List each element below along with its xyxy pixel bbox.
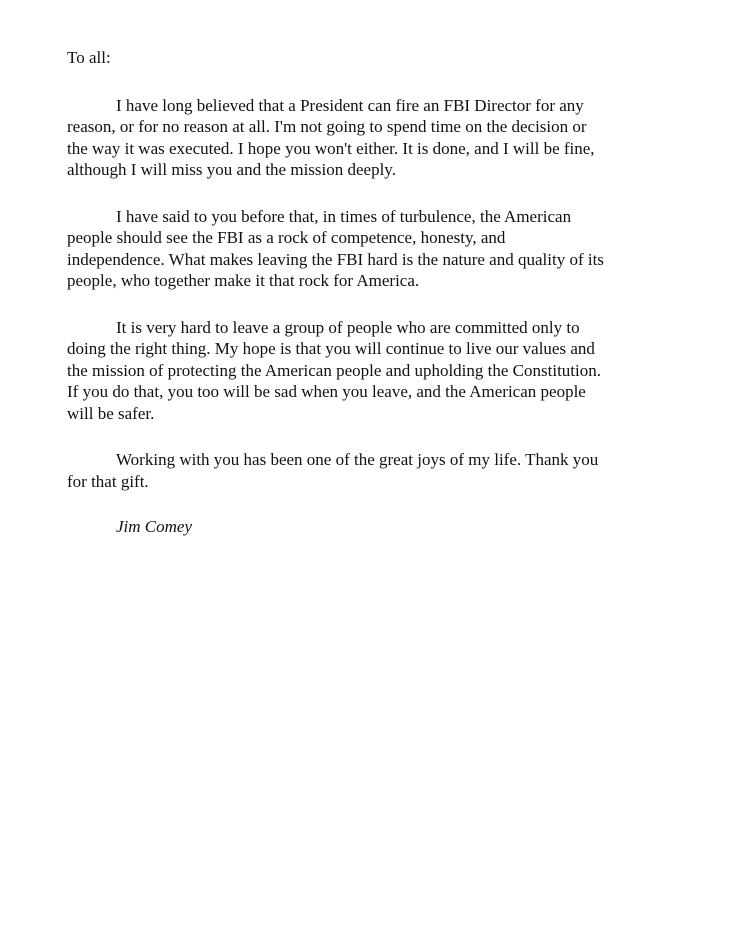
paragraph-3 bbox=[67, 317, 667, 425]
paragraph-4 bbox=[67, 449, 667, 492]
paragraph-1 bbox=[67, 95, 667, 181]
paragraph-2 bbox=[67, 206, 667, 292]
paragraph-line: the way it was executed. I hope you won't either. It is done, and I will be fine, bbox=[67, 138, 595, 158]
paragraph-line: the mission of protecting the American people and upholding the Constitution. bbox=[67, 360, 601, 380]
paragraph-line: It is very hard to leave a group of people who are committed only to bbox=[116, 317, 580, 337]
paragraph-line: although I will miss you and the mission deeply. bbox=[67, 160, 396, 179]
paragraph-line: for that gift. bbox=[67, 471, 149, 491]
paragraph-line: people should see the FBI as a rock of competence, honesty, and bbox=[67, 228, 506, 247]
paragraph-line: reason, or for no reason at all. I'm not going to spend time on the decision or bbox=[67, 117, 587, 136]
paragraph-line: doing the right thing. My hope is that you will continue to live our values and bbox=[67, 339, 595, 358]
paragraph-line: Working with you has been one of the great joys of my life. Thank you bbox=[116, 450, 599, 469]
paragraph-line: I have said to you before that, in times of turbulence, the American bbox=[116, 206, 572, 226]
paragraph-line: will be safer. bbox=[67, 403, 155, 423]
paragraph-line: people, who together make it that rock for America. bbox=[67, 271, 420, 290]
paragraph-line: independence. What makes leaving the FBI hard is the nature and quality of its bbox=[67, 249, 604, 269]
letter-body bbox=[67, 47, 667, 538]
paragraph-line: I have long believed that a President can fire an FBI Director for any bbox=[116, 95, 584, 115]
salutation: To all: bbox=[67, 48, 111, 67]
signature: Jim Comey bbox=[116, 517, 193, 536]
paragraph-line: If you do that, you too will be sad when you leave, and the American people bbox=[67, 382, 586, 401]
